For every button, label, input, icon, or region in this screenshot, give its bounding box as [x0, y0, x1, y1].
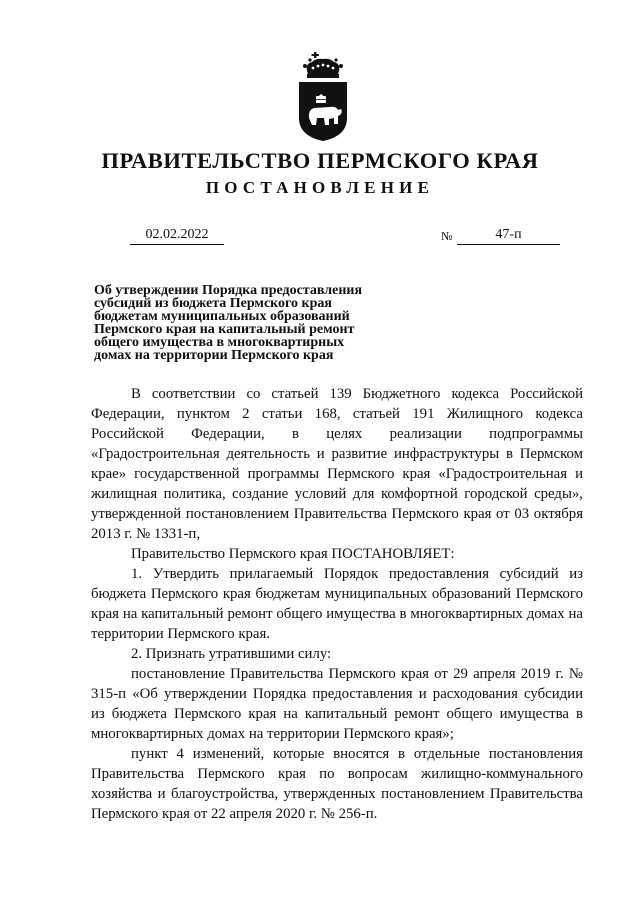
document-date: 02.02.2022	[130, 226, 224, 245]
body-paragraph-repealed-1: постановление Правительства Пермского края от 29 апреля 2019 г. № 315-п «Об утверждении Порядка предоставления и расходования субсидии из бюджета Пермского края на капитальный ремонт общего имущества в многоквартирных домах на территории Пермского края»;	[91, 666, 583, 742]
number-sign: №	[441, 229, 453, 243]
title-line: Пермского края на капитальный ремонт	[94, 322, 355, 337]
body-paragraph-repealed-2: пункт 4 изменений, которые вносятся в отдельные постановления Правительства Пермского края по вопросам жилищно-коммунального хозяйства и благоустройства, утвержденных постановлением Правительства Пермского края от 22 апреля 2020 г. № 256-п.	[91, 746, 583, 822]
title-line: общего имущества в многоквартирных	[94, 335, 345, 350]
coat-of-arms-icon	[296, 52, 350, 142]
body-paragraph-item-2: 2. Признать утратившими силу:	[131, 646, 332, 662]
document-body	[91, 384, 583, 824]
body-paragraph-item-1: 1. Утвердить прилагаемый Порядок предоставления субсидий из бюджета Пермского края бюджетам муниципальных образований Пермского края на капитальный ремонт общего имущества в многоквартирных домах на территории Пермского края.	[91, 566, 583, 642]
organization-name: ПРАВИТЕЛЬСТВО ПЕРМСКОГО КРАЯ	[101, 148, 539, 173]
document-type: ПОСТАНОВЛЕНИЕ	[205, 178, 435, 197]
document-title	[94, 284, 404, 362]
title-line: Об утверждении Порядка предоставления	[94, 283, 363, 298]
document-number: 47-п	[457, 226, 560, 245]
title-line: домах на территории Пермского края	[94, 348, 334, 363]
title-line: бюджетам муниципальных образований	[94, 309, 350, 324]
title-line: субсидий из бюджета Пермского края	[94, 296, 332, 311]
body-paragraph-preamble: В соответствии со статьей 139 Бюджетного кодекса Российской Федерации, пунктом 2 статьи 168, статьей 191 Жилищного кодекса Российской Федерации, в целях реализации подпрограммы «Градостроительная деятельность и развитие инфраструктуры в Пермском крае» государственной программы Пермского края «Градостроительная и жилищная политика, создание условий для комфортной городской среды», утвержденной постановлением Правительства Пермского края от 03 октября 2013 г. № 1331-п,	[91, 386, 583, 542]
body-paragraph-resolution: Правительство Пермского края ПОСТАНОВЛЯЕТ:	[131, 546, 455, 562]
